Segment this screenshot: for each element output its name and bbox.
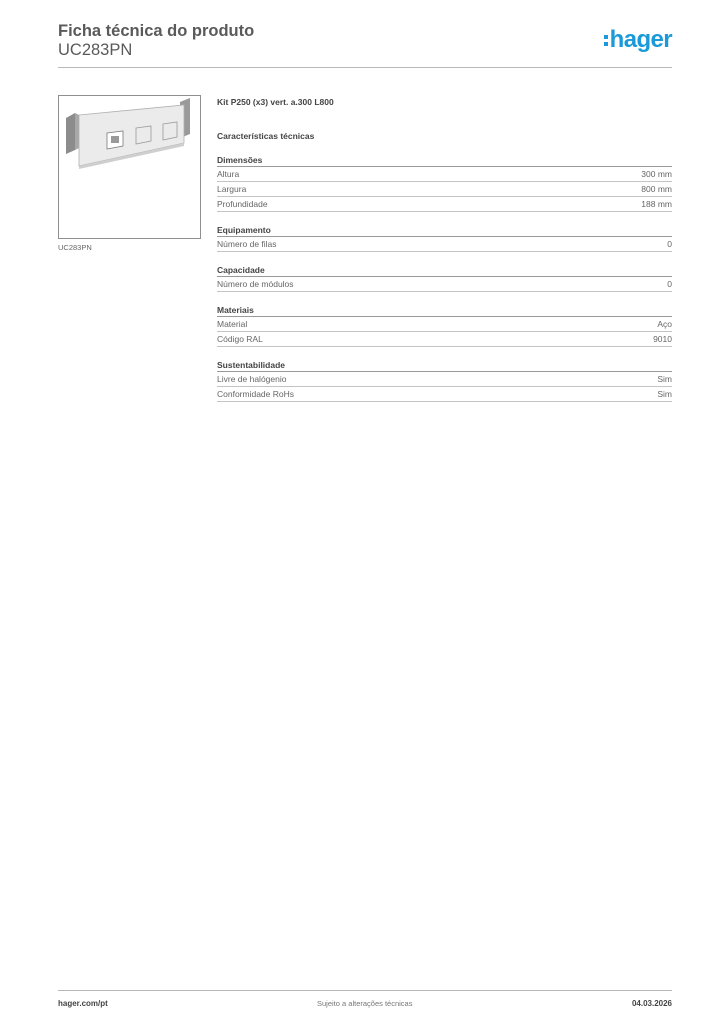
document-header (58, 22, 672, 68)
product-details (217, 96, 672, 402)
section-sustainability (217, 360, 672, 402)
spec-value: 188 mm (641, 199, 672, 209)
section-dimensions (217, 155, 672, 212)
section-capacity (217, 265, 672, 292)
spec-value: 0 (667, 279, 672, 289)
section-title: Materiais (217, 305, 672, 317)
logo-text: hager (609, 26, 672, 53)
section-equipment (217, 225, 672, 252)
spec-label: Material (217, 319, 248, 329)
logo-colon-icon (604, 35, 608, 46)
spec-value: Aço (657, 319, 672, 329)
spec-label: Código RAL (217, 334, 263, 344)
product-name: Kit P250 (x3) vert. a.300 L800 (217, 97, 334, 107)
footer-website-link[interactable]: hager.com/pt (58, 999, 108, 1008)
spec-value: Sim (657, 374, 672, 384)
section-title: Capacidade (217, 265, 672, 277)
section-title: Equipamento (217, 225, 672, 237)
spec-row (217, 182, 672, 197)
section-title: Dimensões (217, 155, 672, 167)
section-materials (217, 305, 672, 347)
spec-row (217, 332, 672, 347)
image-caption: UC283PN (58, 243, 92, 252)
spec-label: Largura (217, 184, 247, 194)
product-image (58, 95, 201, 239)
section-title: Sustentabilidade (217, 360, 672, 372)
spec-row (217, 317, 672, 332)
spec-row (217, 167, 672, 182)
spec-label: Livre de halógenio (217, 374, 287, 384)
spec-value: Sim (657, 389, 672, 399)
spec-value: 300 mm (641, 169, 672, 179)
spec-label: Número de módulos (217, 279, 294, 289)
spec-value: 800 mm (641, 184, 672, 194)
spec-label: Conformidade RoHs (217, 389, 295, 399)
spec-label: Altura (217, 169, 240, 179)
spec-row (217, 197, 672, 212)
spec-label: Número de filas (217, 239, 277, 249)
spec-label: Profundidade (217, 199, 268, 209)
product-reference: UC283PN (58, 41, 133, 59)
spec-value: 9010 (653, 334, 672, 344)
hager-logo (604, 26, 672, 54)
document-title: Ficha técnica do produto (58, 22, 255, 40)
spec-row (217, 277, 672, 292)
document-footer (58, 990, 672, 1014)
spec-row (217, 237, 672, 252)
technical-characteristics-title: Características técnicas (217, 131, 315, 141)
spec-value: 0 (667, 239, 672, 249)
spec-row (217, 372, 672, 387)
footer-notice: Sujeito a alterações técnicas (317, 999, 413, 1008)
footer-date: 04.03.2026 (631, 999, 672, 1008)
spec-row (217, 387, 672, 402)
